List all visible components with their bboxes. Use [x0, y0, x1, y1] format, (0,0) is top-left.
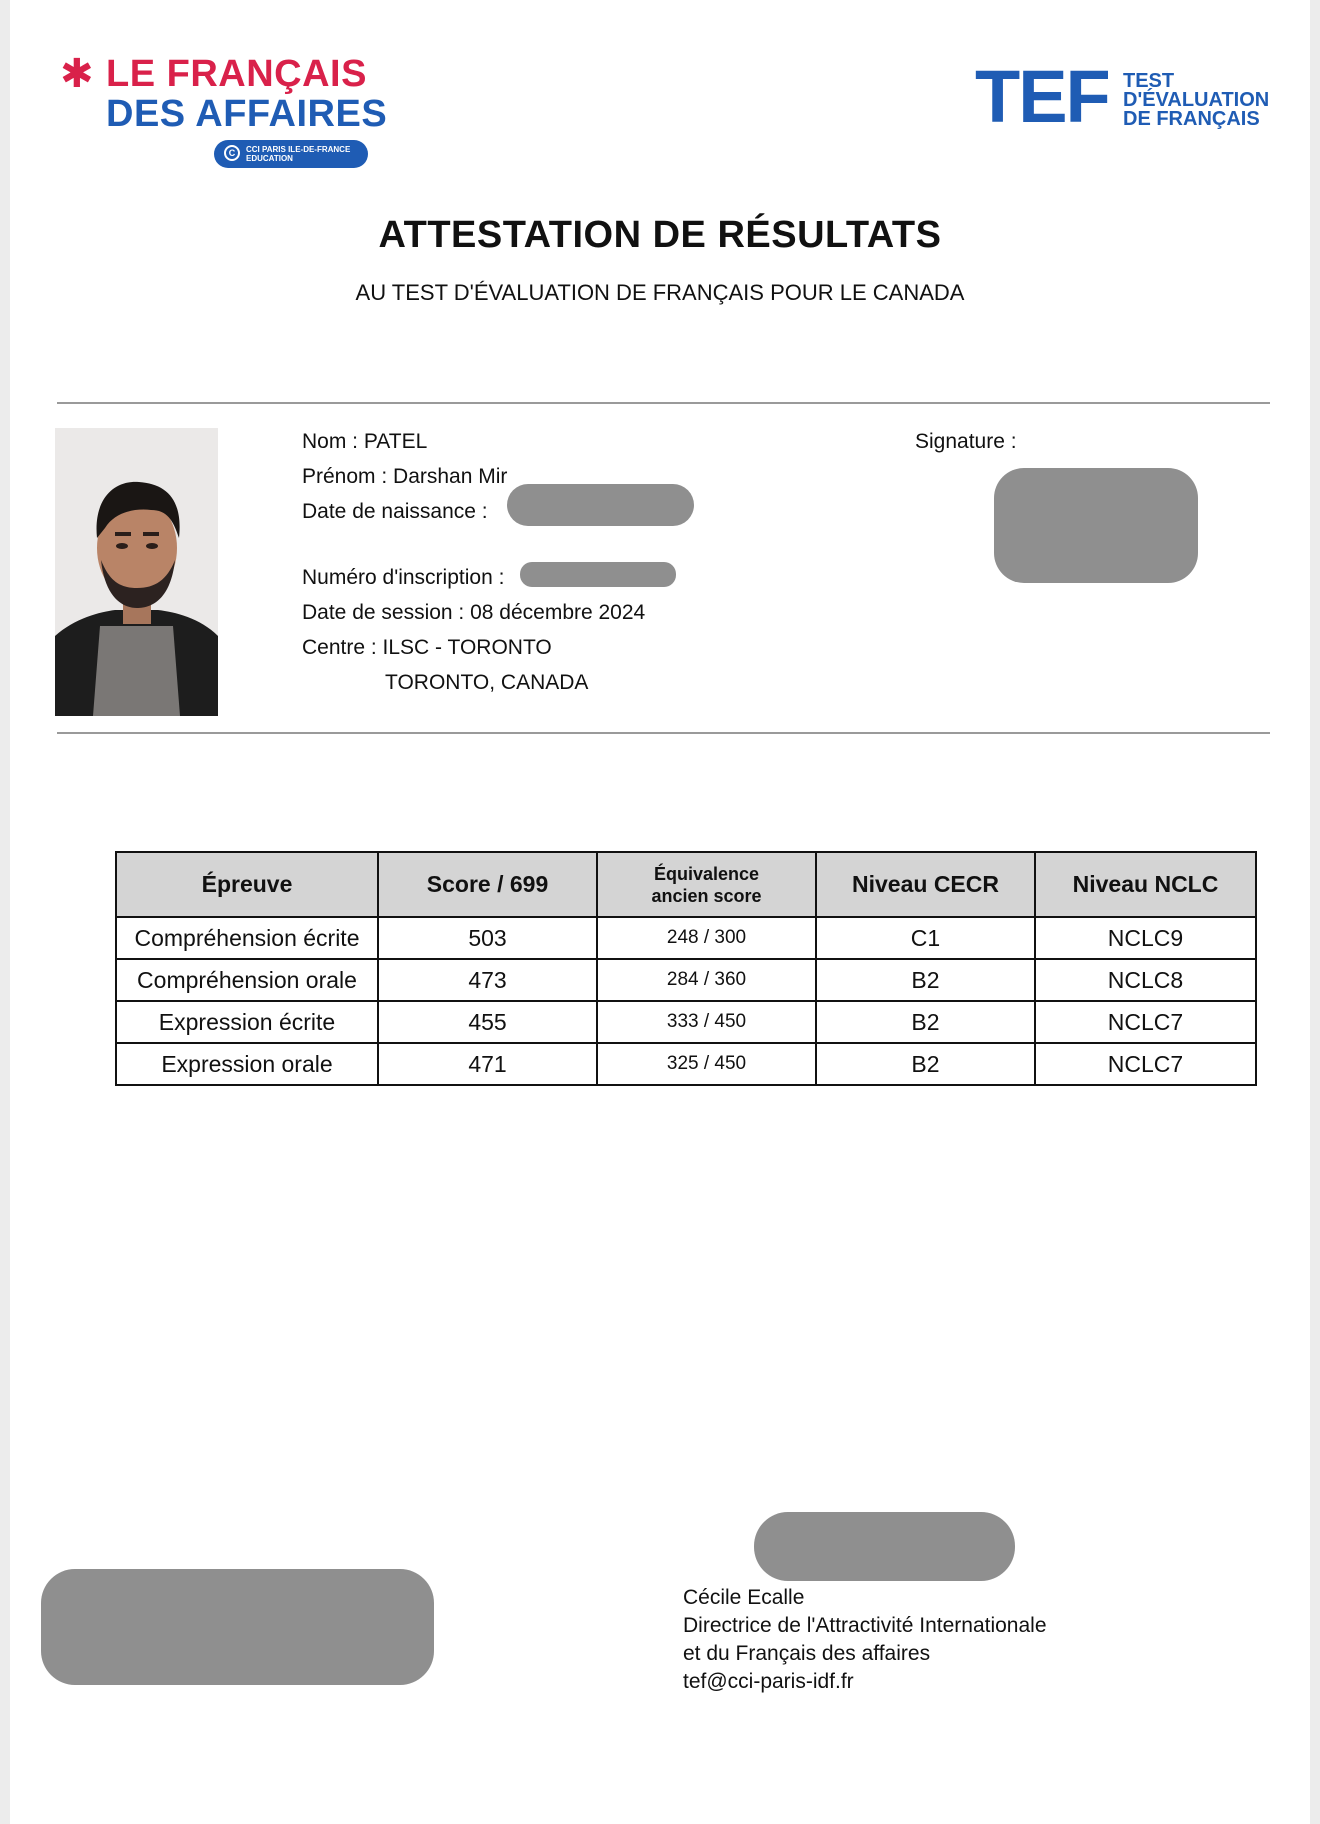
redacted-registration-number	[520, 562, 676, 587]
logo-line-1: LE FRANÇAIS	[106, 53, 367, 95]
cell-epreuve: Compréhension écrite	[116, 917, 378, 959]
header-equivalence-line2: ancien score	[651, 885, 762, 906]
cci-badge-text: CCI PARIS ILE-DE-FRANCE EDUCATION	[246, 145, 351, 163]
centre-city: TORONTO, CANADA	[385, 671, 589, 694]
signature-label: Signature :	[915, 430, 1017, 453]
cell-score: 455	[378, 1001, 597, 1043]
le-francais-des-affaires-logo	[60, 52, 388, 172]
cell-nclc: NCLC7	[1035, 1043, 1256, 1085]
redacted-official-signature	[754, 1512, 1015, 1581]
cell-nclc: NCLC8	[1035, 959, 1256, 1001]
header-epreuve: Épreuve	[116, 852, 378, 917]
header-equivalence-line1: Équivalence	[653, 863, 760, 884]
cell-cecr: B2	[816, 959, 1035, 1001]
tef-logo-small-line: DE FRANÇAIS	[1123, 108, 1260, 130]
cell-epreuve: Compréhension orale	[116, 959, 378, 1001]
redacted-candidate-signature	[994, 468, 1198, 583]
centre: Centre : ILSC - TORONTO	[302, 636, 552, 659]
logo-line-2: DES AFFAIRES	[106, 93, 388, 135]
candidate-photo	[55, 428, 218, 716]
header-score: Score / 699	[378, 852, 597, 917]
cell-equivalence: 333 / 450	[597, 1001, 816, 1043]
page-subtitle: AU TEST D'ÉVALUATION DE FRANÇAIS POUR LE CANADA	[355, 280, 965, 305]
table-row	[116, 959, 1256, 1001]
table-row	[116, 1043, 1256, 1085]
header-nclc: Niveau NCLC	[1035, 852, 1256, 917]
table-row	[116, 1001, 1256, 1043]
candidate-prenom: Prénom : Darshan Mir	[302, 465, 508, 488]
page-edge-left	[0, 0, 10, 1824]
candidate-photo-image	[55, 428, 218, 716]
redacted-stamp	[41, 1569, 434, 1685]
date-session: Date de session : 08 décembre 2024	[302, 601, 646, 624]
tef-logo-big: TEF	[975, 55, 1109, 138]
signatory-title-line1: Directrice de l'Attractivité Internationale	[683, 1614, 1047, 1637]
cell-cecr: C1	[816, 917, 1035, 959]
page-edge-right	[1310, 0, 1320, 1824]
divider-bottom	[57, 732, 1270, 734]
table-header-row	[116, 852, 1256, 917]
cell-cecr: B2	[816, 1001, 1035, 1043]
cell-score: 473	[378, 959, 597, 1001]
cell-nclc: NCLC9	[1035, 917, 1256, 959]
signatory-name: Cécile Ecalle	[683, 1586, 805, 1609]
tef-logo-small-line: TEST	[1123, 70, 1175, 92]
redacted-birthdate	[507, 484, 694, 526]
table-row	[116, 917, 1256, 959]
tef-logo-small-line: D'ÉVALUATION	[1123, 89, 1270, 111]
header-equivalence	[597, 852, 816, 917]
header-cecr: Niveau CECR	[816, 852, 1035, 917]
cell-cecr: B2	[816, 1043, 1035, 1085]
page-title: ATTESTATION DE RÉSULTATS	[378, 214, 942, 256]
cell-equivalence: 284 / 360	[597, 959, 816, 1001]
tef-logo-small	[1123, 72, 1269, 129]
divider-top	[57, 402, 1270, 404]
cell-nclc: NCLC7	[1035, 1001, 1256, 1043]
asterisk-icon: ✱	[60, 52, 94, 96]
cci-icon: C	[224, 145, 240, 161]
numero-inscription-label: Numéro d'inscription :	[302, 566, 505, 589]
cell-epreuve: Expression orale	[116, 1043, 378, 1085]
signatory-block	[683, 1584, 1047, 1696]
signatory-email[interactable]: tef@cci-paris-idf.fr	[683, 1670, 854, 1693]
results-table	[115, 851, 1257, 1086]
cell-epreuve: Expression écrite	[116, 1001, 378, 1043]
candidate-nom: Nom : PATEL	[302, 430, 428, 453]
date-naissance-label: Date de naissance :	[302, 500, 488, 523]
cell-equivalence: 325 / 450	[597, 1043, 816, 1085]
cell-score: 503	[378, 917, 597, 959]
tef-logo	[975, 55, 1275, 138]
cci-badge	[214, 140, 368, 168]
cell-equivalence: 248 / 300	[597, 917, 816, 959]
signatory-title-line2: et du Français des affaires	[683, 1642, 931, 1665]
cell-score: 471	[378, 1043, 597, 1085]
